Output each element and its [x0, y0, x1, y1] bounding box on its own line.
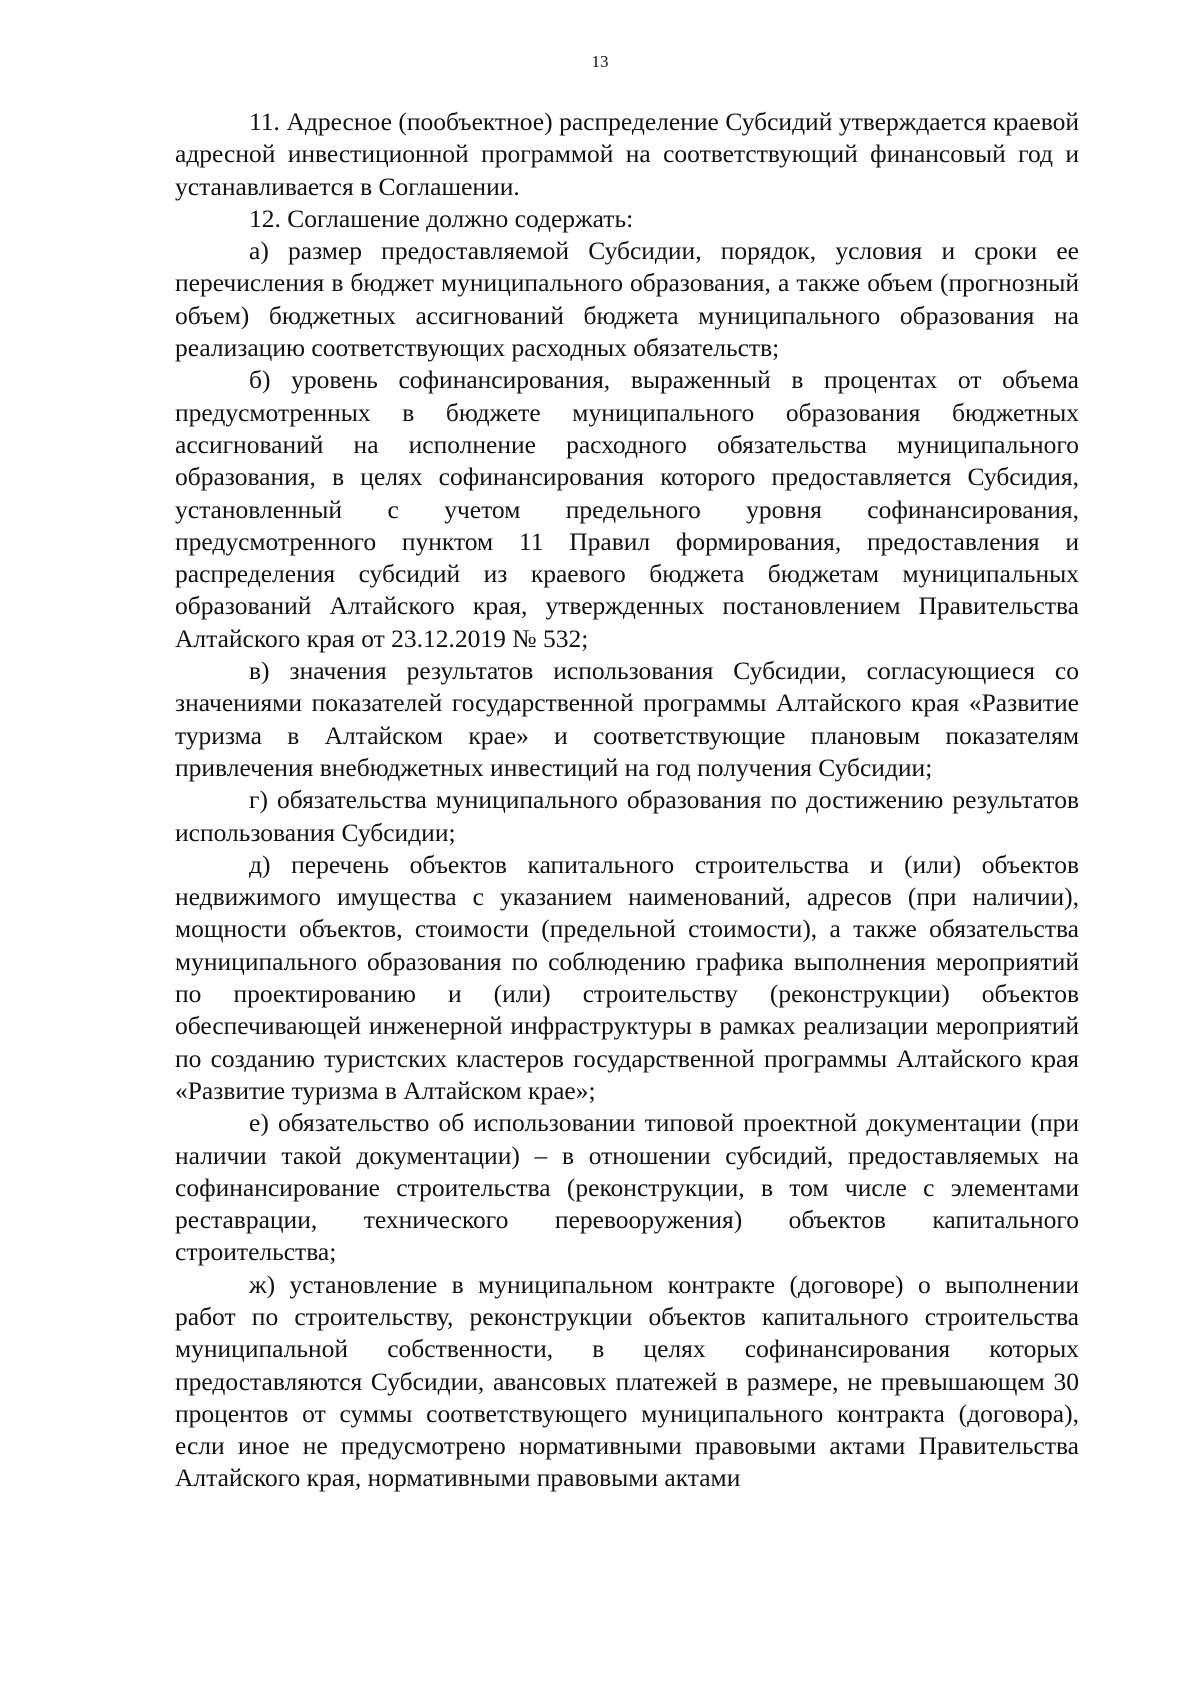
paragraph-12-v: в) значения результатов использования Субсидии, согласующиеся со значениями показателей государственной программы Алтайского края «Развитие туризма в Алтайском крае» и соответствующие плановым показателям привлечения внебюджетных инвестиций на год получения Субсидии; [175, 656, 1079, 782]
paragraph-12-zh: ж) установление в муниципальном контракте (договоре) о выполнении работ по строительству, реконструкции объектов капитального строительства муниципальной собственности, в целях софинансирования которых предоставляются Субсидии, авансовых платежей в размере, не превышающем 30 процентов от суммы соответствующего муниципального контракта (договора), если иное не предусмотрено нормативными правовыми актами Правительства Алтайского края, нормативными правовыми актами [175, 1269, 1079, 1493]
paragraph-12-a: а) размер предоставляемой Субсидии, порядок, условия и сроки ее перечисления в бюджет муниципального образования, а также объем (прогнозный объем) бюджетных ассигнований бюджета муниципального образования на реализацию соответствующих расходных обязательств; [175, 236, 1079, 363]
paragraph-12-d: д) перечень объектов капитального строительства и (или) объектов недвижимого имущества с указанием наименований, адресов (при наличии), мощности объектов, стоимости (предельной стоимости), а также обязательства муниципального образования по соблюдению графика выполнения мероприятий по проектированию и (или) строительству (реконструкции) объектов обеспечивающей инженерной инфраструктуры в рамках реализации мероприятий по созданию туристских кластеров государственной программы Алтайского края «Развитие туризма в Алтайском крае»; [175, 849, 1079, 1105]
paragraph-12-g: г) обязательства муниципального образования по достижению результатов использования Субсидии; [175, 785, 1079, 847]
page-number: 13 [591, 52, 609, 71]
paragraph-12: 12. Соглашение должно содержать: [249, 203, 634, 233]
paragraph-12-e: е) обязательство об использовании типовой проектной документации (при наличии такой документации) – в отношении субсидий, предоставляемых на софинансирование строительства (реконструкции, в том числе с элементами реставрации, технического перевооружения) объектов капитального строительства; [175, 1108, 1079, 1267]
paragraph-12-b: б) уровень софинансирования, выраженный в процентах от объема предусмотренных в бюджете муниципального образования бюджетных ассигнований на исполнение расходного обязательства муниципального образования, в целях софинансирования которого предоставляется Субсидия, установленный с учетом предельного уровня софинансирования, предусмотренного пунктом 11 Правил формирования, предоставления и распределения субсидий из краевого бюджета бюджетам муниципальных образований Алтайского края, утвержденных постановлением Правительства Алтайского края от 23.12.2019 № 532; [175, 365, 1079, 653]
document-body [175, 106, 1079, 1495]
paragraph-11: 11. Адресное (пообъектное) распределение Субсидий утверждается краевой адресной инвестиционной программой на соответствующий финансовый год и устанавливается в Соглашении. [175, 107, 1079, 201]
